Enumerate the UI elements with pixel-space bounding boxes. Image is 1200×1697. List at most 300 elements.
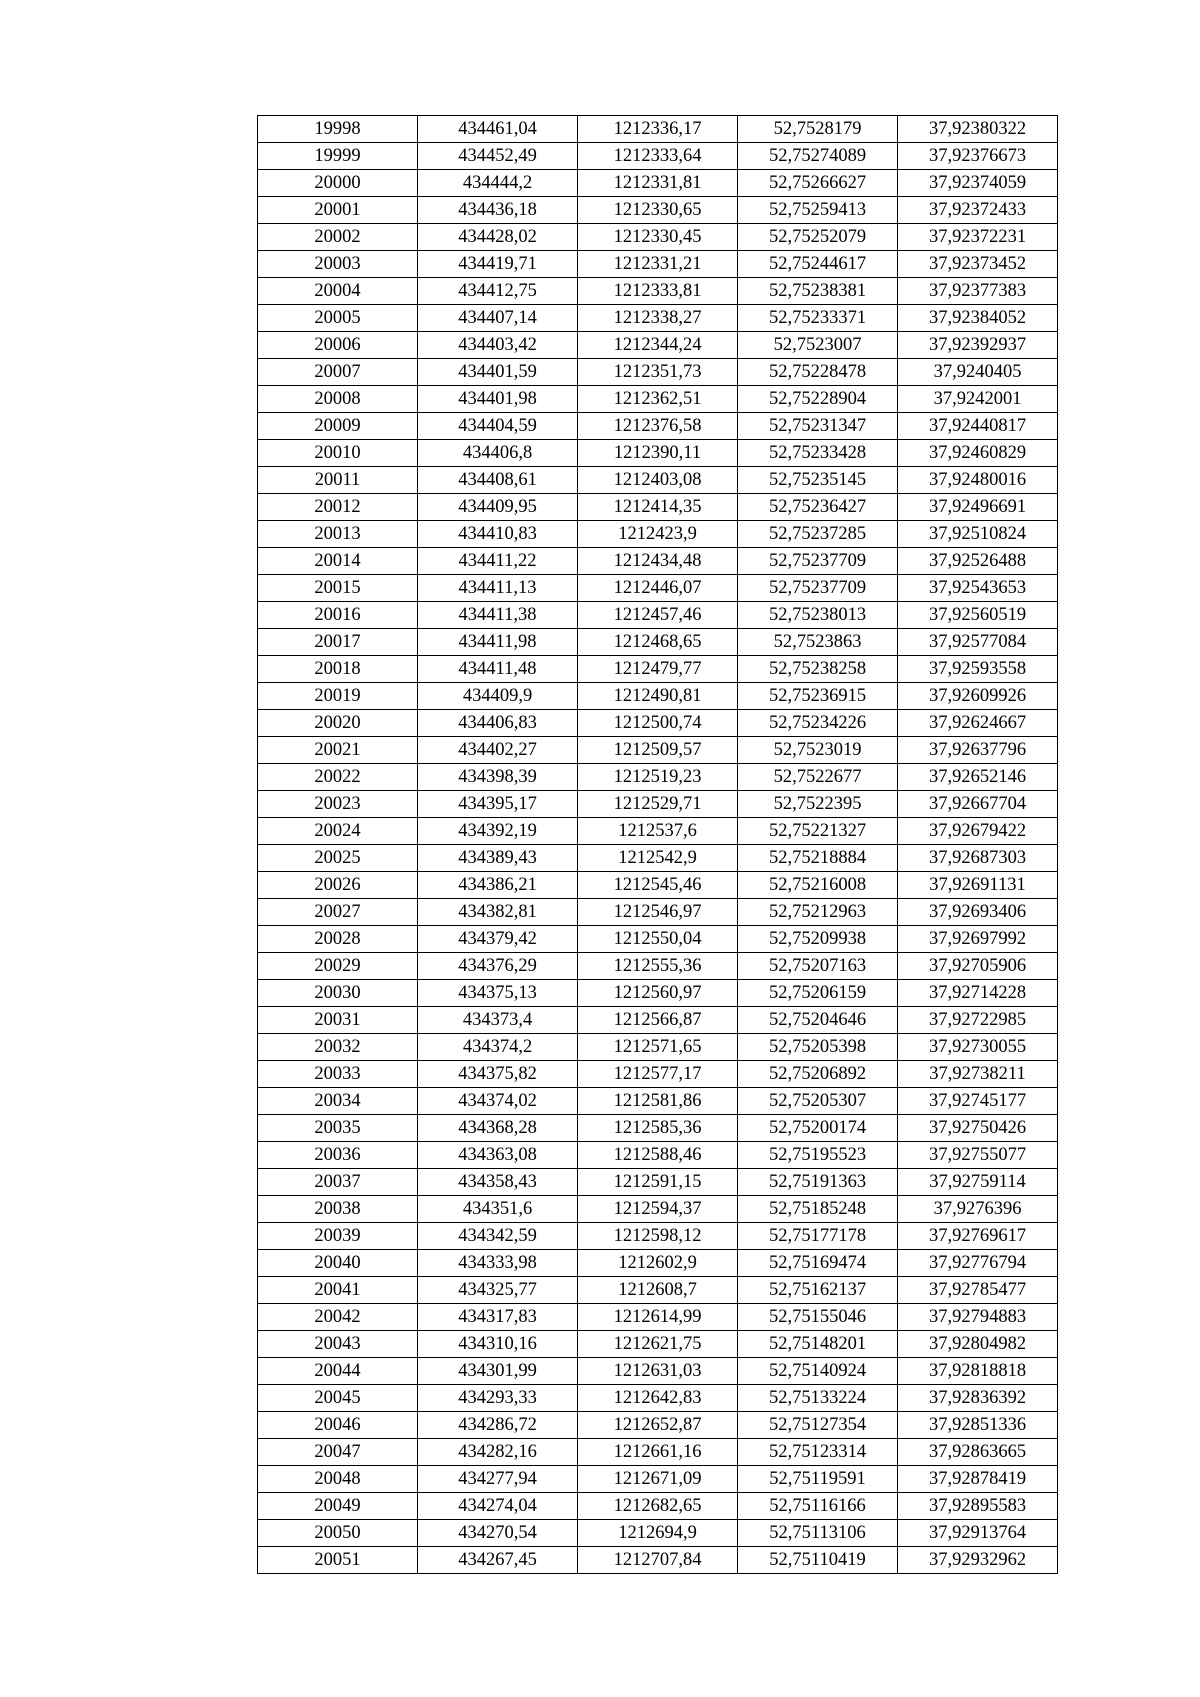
y-coordinate-cell: 1212671,09 — [578, 1466, 738, 1493]
point-number-cell: 20046 — [258, 1412, 418, 1439]
x-coordinate-cell: 434310,16 — [418, 1331, 578, 1358]
y-coordinate-cell: 1212614,99 — [578, 1304, 738, 1331]
x-coordinate-cell: 434411,22 — [418, 548, 578, 575]
point-number-cell: 20025 — [258, 845, 418, 872]
point-number-cell: 20049 — [258, 1493, 418, 1520]
longitude-cell: 37,92377383 — [898, 278, 1058, 305]
point-number-cell: 20010 — [258, 440, 418, 467]
x-coordinate-cell: 434411,38 — [418, 602, 578, 629]
longitude-cell: 37,92714228 — [898, 980, 1058, 1007]
point-number-cell: 20006 — [258, 332, 418, 359]
x-coordinate-cell: 434270,54 — [418, 1520, 578, 1547]
x-coordinate-cell: 434376,29 — [418, 953, 578, 980]
table-row — [258, 1115, 1058, 1142]
coordinates-table — [257, 115, 1058, 1574]
latitude-cell: 52,75228904 — [738, 386, 898, 413]
longitude-cell: 37,92851336 — [898, 1412, 1058, 1439]
x-coordinate-cell: 434317,83 — [418, 1304, 578, 1331]
x-coordinate-cell: 434375,82 — [418, 1061, 578, 1088]
y-coordinate-cell: 1212414,35 — [578, 494, 738, 521]
longitude-cell: 37,92913764 — [898, 1520, 1058, 1547]
longitude-cell: 37,92705906 — [898, 953, 1058, 980]
x-coordinate-cell: 434368,28 — [418, 1115, 578, 1142]
latitude-cell: 52,75233428 — [738, 440, 898, 467]
table-row — [258, 278, 1058, 305]
longitude-cell: 37,92863665 — [898, 1439, 1058, 1466]
x-coordinate-cell: 434409,95 — [418, 494, 578, 521]
y-coordinate-cell: 1212500,74 — [578, 710, 738, 737]
y-coordinate-cell: 1212423,9 — [578, 521, 738, 548]
point-number-cell: 20014 — [258, 548, 418, 575]
longitude-cell: 37,92460829 — [898, 440, 1058, 467]
table-row — [258, 413, 1058, 440]
latitude-cell: 52,75148201 — [738, 1331, 898, 1358]
table-row — [258, 1196, 1058, 1223]
x-coordinate-cell: 434436,18 — [418, 197, 578, 224]
y-coordinate-cell: 1212331,21 — [578, 251, 738, 278]
longitude-cell: 37,9242001 — [898, 386, 1058, 413]
latitude-cell: 52,75155046 — [738, 1304, 898, 1331]
point-number-cell: 20002 — [258, 224, 418, 251]
longitude-cell: 37,92510824 — [898, 521, 1058, 548]
x-coordinate-cell: 434358,43 — [418, 1169, 578, 1196]
longitude-cell: 37,92745177 — [898, 1088, 1058, 1115]
longitude-cell: 37,92376673 — [898, 143, 1058, 170]
y-coordinate-cell: 1212333,81 — [578, 278, 738, 305]
y-coordinate-cell: 1212546,97 — [578, 899, 738, 926]
x-coordinate-cell: 434408,61 — [418, 467, 578, 494]
longitude-cell: 37,92769617 — [898, 1223, 1058, 1250]
latitude-cell: 52,75207163 — [738, 953, 898, 980]
latitude-cell: 52,75231347 — [738, 413, 898, 440]
point-number-cell: 20035 — [258, 1115, 418, 1142]
x-coordinate-cell: 434277,94 — [418, 1466, 578, 1493]
x-coordinate-cell: 434402,27 — [418, 737, 578, 764]
point-number-cell: 20032 — [258, 1034, 418, 1061]
latitude-cell: 52,75233371 — [738, 305, 898, 332]
latitude-cell: 52,75206159 — [738, 980, 898, 1007]
latitude-cell: 52,75205307 — [738, 1088, 898, 1115]
latitude-cell: 52,75216008 — [738, 872, 898, 899]
latitude-cell: 52,75238381 — [738, 278, 898, 305]
latitude-cell: 52,75133224 — [738, 1385, 898, 1412]
table-row — [258, 1250, 1058, 1277]
x-coordinate-cell: 434374,02 — [418, 1088, 578, 1115]
x-coordinate-cell: 434398,39 — [418, 764, 578, 791]
x-coordinate-cell: 434293,33 — [418, 1385, 578, 1412]
x-coordinate-cell: 434333,98 — [418, 1250, 578, 1277]
y-coordinate-cell: 1212581,86 — [578, 1088, 738, 1115]
latitude-cell: 52,75177178 — [738, 1223, 898, 1250]
longitude-cell: 37,92380322 — [898, 116, 1058, 143]
x-coordinate-cell: 434325,77 — [418, 1277, 578, 1304]
x-coordinate-cell: 434444,2 — [418, 170, 578, 197]
x-coordinate-cell: 434351,6 — [418, 1196, 578, 1223]
table-row — [258, 1277, 1058, 1304]
point-number-cell: 20047 — [258, 1439, 418, 1466]
point-number-cell: 20001 — [258, 197, 418, 224]
table-row — [258, 548, 1058, 575]
point-number-cell: 20009 — [258, 413, 418, 440]
x-coordinate-cell: 434274,04 — [418, 1493, 578, 1520]
latitude-cell: 52,7523007 — [738, 332, 898, 359]
latitude-cell: 52,75205398 — [738, 1034, 898, 1061]
point-number-cell: 20031 — [258, 1007, 418, 1034]
table-row — [258, 1520, 1058, 1547]
point-number-cell: 20037 — [258, 1169, 418, 1196]
x-coordinate-cell: 434404,59 — [418, 413, 578, 440]
point-number-cell: 20012 — [258, 494, 418, 521]
point-number-cell: 20030 — [258, 980, 418, 1007]
table-row — [258, 1547, 1058, 1574]
latitude-cell: 52,75237285 — [738, 521, 898, 548]
y-coordinate-cell: 1212351,73 — [578, 359, 738, 386]
latitude-cell: 52,75162137 — [738, 1277, 898, 1304]
latitude-cell: 52,75116166 — [738, 1493, 898, 1520]
x-coordinate-cell: 434401,59 — [418, 359, 578, 386]
point-number-cell: 20034 — [258, 1088, 418, 1115]
table-row — [258, 818, 1058, 845]
table-row — [258, 1034, 1058, 1061]
latitude-cell: 52,75218884 — [738, 845, 898, 872]
longitude-cell: 37,92526488 — [898, 548, 1058, 575]
table-row — [258, 494, 1058, 521]
latitude-cell: 52,75221327 — [738, 818, 898, 845]
x-coordinate-cell: 434411,13 — [418, 575, 578, 602]
y-coordinate-cell: 1212577,17 — [578, 1061, 738, 1088]
latitude-cell: 52,7522677 — [738, 764, 898, 791]
table-row — [258, 1304, 1058, 1331]
y-coordinate-cell: 1212588,46 — [578, 1142, 738, 1169]
latitude-cell: 52,75200174 — [738, 1115, 898, 1142]
latitude-cell: 52,75119591 — [738, 1466, 898, 1493]
longitude-cell: 37,92776794 — [898, 1250, 1058, 1277]
y-coordinate-cell: 1212330,65 — [578, 197, 738, 224]
table-row — [258, 359, 1058, 386]
table-row — [258, 764, 1058, 791]
x-coordinate-cell: 434374,2 — [418, 1034, 578, 1061]
y-coordinate-cell: 1212331,81 — [578, 170, 738, 197]
table-row — [258, 521, 1058, 548]
latitude-cell: 52,75237709 — [738, 575, 898, 602]
point-number-cell: 20016 — [258, 602, 418, 629]
latitude-cell: 52,75234226 — [738, 710, 898, 737]
latitude-cell: 52,75127354 — [738, 1412, 898, 1439]
table-row — [258, 1223, 1058, 1250]
longitude-cell: 37,92372231 — [898, 224, 1058, 251]
x-coordinate-cell: 434382,81 — [418, 899, 578, 926]
x-coordinate-cell: 434411,98 — [418, 629, 578, 656]
point-number-cell: 20044 — [258, 1358, 418, 1385]
point-number-cell: 20039 — [258, 1223, 418, 1250]
table-row — [258, 791, 1058, 818]
longitude-cell: 37,92697992 — [898, 926, 1058, 953]
latitude-cell: 52,75113106 — [738, 1520, 898, 1547]
table-row — [258, 872, 1058, 899]
longitude-cell: 37,92373452 — [898, 251, 1058, 278]
y-coordinate-cell: 1212542,9 — [578, 845, 738, 872]
table-row — [258, 197, 1058, 224]
y-coordinate-cell: 1212390,11 — [578, 440, 738, 467]
point-number-cell: 20023 — [258, 791, 418, 818]
longitude-cell: 37,92374059 — [898, 170, 1058, 197]
table-row — [258, 305, 1058, 332]
x-coordinate-cell: 434342,59 — [418, 1223, 578, 1250]
table-row — [258, 737, 1058, 764]
point-number-cell: 20038 — [258, 1196, 418, 1223]
point-number-cell: 20051 — [258, 1547, 418, 1574]
table-row — [258, 170, 1058, 197]
longitude-cell: 37,92679422 — [898, 818, 1058, 845]
latitude-cell: 52,75110419 — [738, 1547, 898, 1574]
table-row — [258, 683, 1058, 710]
latitude-cell: 52,75236915 — [738, 683, 898, 710]
point-number-cell: 20028 — [258, 926, 418, 953]
latitude-cell: 52,7522395 — [738, 791, 898, 818]
y-coordinate-cell: 1212602,9 — [578, 1250, 738, 1277]
longitude-cell: 37,92609926 — [898, 683, 1058, 710]
table-row — [258, 1412, 1058, 1439]
latitude-cell: 52,7523019 — [738, 737, 898, 764]
table-row — [258, 845, 1058, 872]
longitude-cell: 37,92755077 — [898, 1142, 1058, 1169]
y-coordinate-cell: 1212591,15 — [578, 1169, 738, 1196]
x-coordinate-cell: 434373,4 — [418, 1007, 578, 1034]
y-coordinate-cell: 1212509,57 — [578, 737, 738, 764]
longitude-cell: 37,92691131 — [898, 872, 1058, 899]
point-number-cell: 20041 — [258, 1277, 418, 1304]
table-row — [258, 656, 1058, 683]
coordinates-table-body — [258, 116, 1058, 1574]
x-coordinate-cell: 434461,04 — [418, 116, 578, 143]
x-coordinate-cell: 434286,72 — [418, 1412, 578, 1439]
point-number-cell: 20011 — [258, 467, 418, 494]
latitude-cell: 52,75209938 — [738, 926, 898, 953]
table-row — [258, 1331, 1058, 1358]
table-row — [258, 1358, 1058, 1385]
longitude-cell: 37,92593558 — [898, 656, 1058, 683]
table-row — [258, 926, 1058, 953]
x-coordinate-cell: 434392,19 — [418, 818, 578, 845]
x-coordinate-cell: 434401,98 — [418, 386, 578, 413]
y-coordinate-cell: 1212457,46 — [578, 602, 738, 629]
longitude-cell: 37,92372433 — [898, 197, 1058, 224]
point-number-cell: 20045 — [258, 1385, 418, 1412]
y-coordinate-cell: 1212376,58 — [578, 413, 738, 440]
point-number-cell: 20000 — [258, 170, 418, 197]
y-coordinate-cell: 1212571,65 — [578, 1034, 738, 1061]
point-number-cell: 20003 — [258, 251, 418, 278]
point-number-cell: 20017 — [258, 629, 418, 656]
point-number-cell: 20019 — [258, 683, 418, 710]
x-coordinate-cell: 434379,42 — [418, 926, 578, 953]
table-row — [258, 1142, 1058, 1169]
point-number-cell: 20020 — [258, 710, 418, 737]
y-coordinate-cell: 1212594,37 — [578, 1196, 738, 1223]
y-coordinate-cell: 1212479,77 — [578, 656, 738, 683]
y-coordinate-cell: 1212707,84 — [578, 1547, 738, 1574]
y-coordinate-cell: 1212652,87 — [578, 1412, 738, 1439]
table-row — [258, 710, 1058, 737]
x-coordinate-cell: 434395,17 — [418, 791, 578, 818]
x-coordinate-cell: 434412,75 — [418, 278, 578, 305]
table-row — [258, 143, 1058, 170]
x-coordinate-cell: 434409,9 — [418, 683, 578, 710]
point-number-cell: 20026 — [258, 872, 418, 899]
longitude-cell: 37,92722985 — [898, 1007, 1058, 1034]
latitude-cell: 52,75238258 — [738, 656, 898, 683]
point-number-cell: 20050 — [258, 1520, 418, 1547]
longitude-cell: 37,92440817 — [898, 413, 1058, 440]
point-number-cell: 20024 — [258, 818, 418, 845]
point-number-cell: 20033 — [258, 1061, 418, 1088]
y-coordinate-cell: 1212529,71 — [578, 791, 738, 818]
longitude-cell: 37,92480016 — [898, 467, 1058, 494]
y-coordinate-cell: 1212545,46 — [578, 872, 738, 899]
point-number-cell: 20021 — [258, 737, 418, 764]
table-row — [258, 1493, 1058, 1520]
point-number-cell: 20042 — [258, 1304, 418, 1331]
table-row — [258, 899, 1058, 926]
longitude-cell: 37,92624667 — [898, 710, 1058, 737]
x-coordinate-cell: 434282,16 — [418, 1439, 578, 1466]
latitude-cell: 52,75266627 — [738, 170, 898, 197]
latitude-cell: 52,75252079 — [738, 224, 898, 251]
y-coordinate-cell: 1212566,87 — [578, 1007, 738, 1034]
longitude-cell: 37,92560519 — [898, 602, 1058, 629]
longitude-cell: 37,92496691 — [898, 494, 1058, 521]
latitude-cell: 52,75185248 — [738, 1196, 898, 1223]
x-coordinate-cell: 434419,71 — [418, 251, 578, 278]
point-number-cell: 19999 — [258, 143, 418, 170]
longitude-cell: 37,92730055 — [898, 1034, 1058, 1061]
y-coordinate-cell: 1212333,64 — [578, 143, 738, 170]
y-coordinate-cell: 1212608,7 — [578, 1277, 738, 1304]
latitude-cell: 52,75238013 — [738, 602, 898, 629]
table-row — [258, 980, 1058, 1007]
longitude-cell: 37,92836392 — [898, 1385, 1058, 1412]
y-coordinate-cell: 1212362,51 — [578, 386, 738, 413]
y-coordinate-cell: 1212403,08 — [578, 467, 738, 494]
y-coordinate-cell: 1212661,16 — [578, 1439, 738, 1466]
longitude-cell: 37,92687303 — [898, 845, 1058, 872]
y-coordinate-cell: 1212550,04 — [578, 926, 738, 953]
latitude-cell: 52,75195523 — [738, 1142, 898, 1169]
y-coordinate-cell: 1212468,65 — [578, 629, 738, 656]
latitude-cell: 52,7528179 — [738, 116, 898, 143]
y-coordinate-cell: 1212338,27 — [578, 305, 738, 332]
latitude-cell: 52,75206892 — [738, 1061, 898, 1088]
latitude-cell: 52,75123314 — [738, 1439, 898, 1466]
latitude-cell: 52,75236427 — [738, 494, 898, 521]
latitude-cell: 52,75212963 — [738, 899, 898, 926]
point-number-cell: 20013 — [258, 521, 418, 548]
longitude-cell: 37,92878419 — [898, 1466, 1058, 1493]
table-row — [258, 224, 1058, 251]
point-number-cell: 20007 — [258, 359, 418, 386]
point-number-cell: 20029 — [258, 953, 418, 980]
y-coordinate-cell: 1212446,07 — [578, 575, 738, 602]
y-coordinate-cell: 1212519,23 — [578, 764, 738, 791]
latitude-cell: 52,75235145 — [738, 467, 898, 494]
longitude-cell: 37,92750426 — [898, 1115, 1058, 1142]
longitude-cell: 37,92637796 — [898, 737, 1058, 764]
table-row — [258, 467, 1058, 494]
table-row — [258, 251, 1058, 278]
longitude-cell: 37,92794883 — [898, 1304, 1058, 1331]
table-row — [258, 386, 1058, 413]
latitude-cell: 52,75237709 — [738, 548, 898, 575]
x-coordinate-cell: 434267,45 — [418, 1547, 578, 1574]
x-coordinate-cell: 434410,83 — [418, 521, 578, 548]
longitude-cell: 37,92667704 — [898, 791, 1058, 818]
longitude-cell: 37,92804982 — [898, 1331, 1058, 1358]
x-coordinate-cell: 434411,48 — [418, 656, 578, 683]
point-number-cell: 20005 — [258, 305, 418, 332]
longitude-cell: 37,9240405 — [898, 359, 1058, 386]
y-coordinate-cell: 1212621,75 — [578, 1331, 738, 1358]
x-coordinate-cell: 434428,02 — [418, 224, 578, 251]
table-row — [258, 1466, 1058, 1493]
y-coordinate-cell: 1212642,83 — [578, 1385, 738, 1412]
longitude-cell: 37,92932962 — [898, 1547, 1058, 1574]
y-coordinate-cell: 1212555,36 — [578, 953, 738, 980]
x-coordinate-cell: 434403,42 — [418, 332, 578, 359]
latitude-cell: 52,75244617 — [738, 251, 898, 278]
longitude-cell: 37,92895583 — [898, 1493, 1058, 1520]
longitude-cell: 37,92577084 — [898, 629, 1058, 656]
x-coordinate-cell: 434301,99 — [418, 1358, 578, 1385]
y-coordinate-cell: 1212336,17 — [578, 116, 738, 143]
x-coordinate-cell: 434389,43 — [418, 845, 578, 872]
longitude-cell: 37,92818818 — [898, 1358, 1058, 1385]
y-coordinate-cell: 1212598,12 — [578, 1223, 738, 1250]
point-number-cell: 20018 — [258, 656, 418, 683]
latitude-cell: 52,7523863 — [738, 629, 898, 656]
y-coordinate-cell: 1212694,9 — [578, 1520, 738, 1547]
table-row — [258, 953, 1058, 980]
y-coordinate-cell: 1212560,97 — [578, 980, 738, 1007]
point-number-cell: 20004 — [258, 278, 418, 305]
longitude-cell: 37,92738211 — [898, 1061, 1058, 1088]
x-coordinate-cell: 434406,8 — [418, 440, 578, 467]
point-number-cell: 20015 — [258, 575, 418, 602]
longitude-cell: 37,9276396 — [898, 1196, 1058, 1223]
x-coordinate-cell: 434386,21 — [418, 872, 578, 899]
point-number-cell: 20022 — [258, 764, 418, 791]
latitude-cell: 52,75169474 — [738, 1250, 898, 1277]
point-number-cell: 20040 — [258, 1250, 418, 1277]
x-coordinate-cell: 434407,14 — [418, 305, 578, 332]
table-row — [258, 440, 1058, 467]
table-row — [258, 1088, 1058, 1115]
longitude-cell: 37,92384052 — [898, 305, 1058, 332]
table-row — [258, 1439, 1058, 1466]
longitude-cell: 37,92693406 — [898, 899, 1058, 926]
table-row — [258, 332, 1058, 359]
longitude-cell: 37,92543653 — [898, 575, 1058, 602]
table-row — [258, 1061, 1058, 1088]
table-row — [258, 116, 1058, 143]
y-coordinate-cell: 1212537,6 — [578, 818, 738, 845]
table-row — [258, 1007, 1058, 1034]
y-coordinate-cell: 1212682,65 — [578, 1493, 738, 1520]
x-coordinate-cell: 434406,83 — [418, 710, 578, 737]
latitude-cell: 52,75274089 — [738, 143, 898, 170]
table-row — [258, 575, 1058, 602]
point-number-cell: 20043 — [258, 1331, 418, 1358]
longitude-cell: 37,92759114 — [898, 1169, 1058, 1196]
